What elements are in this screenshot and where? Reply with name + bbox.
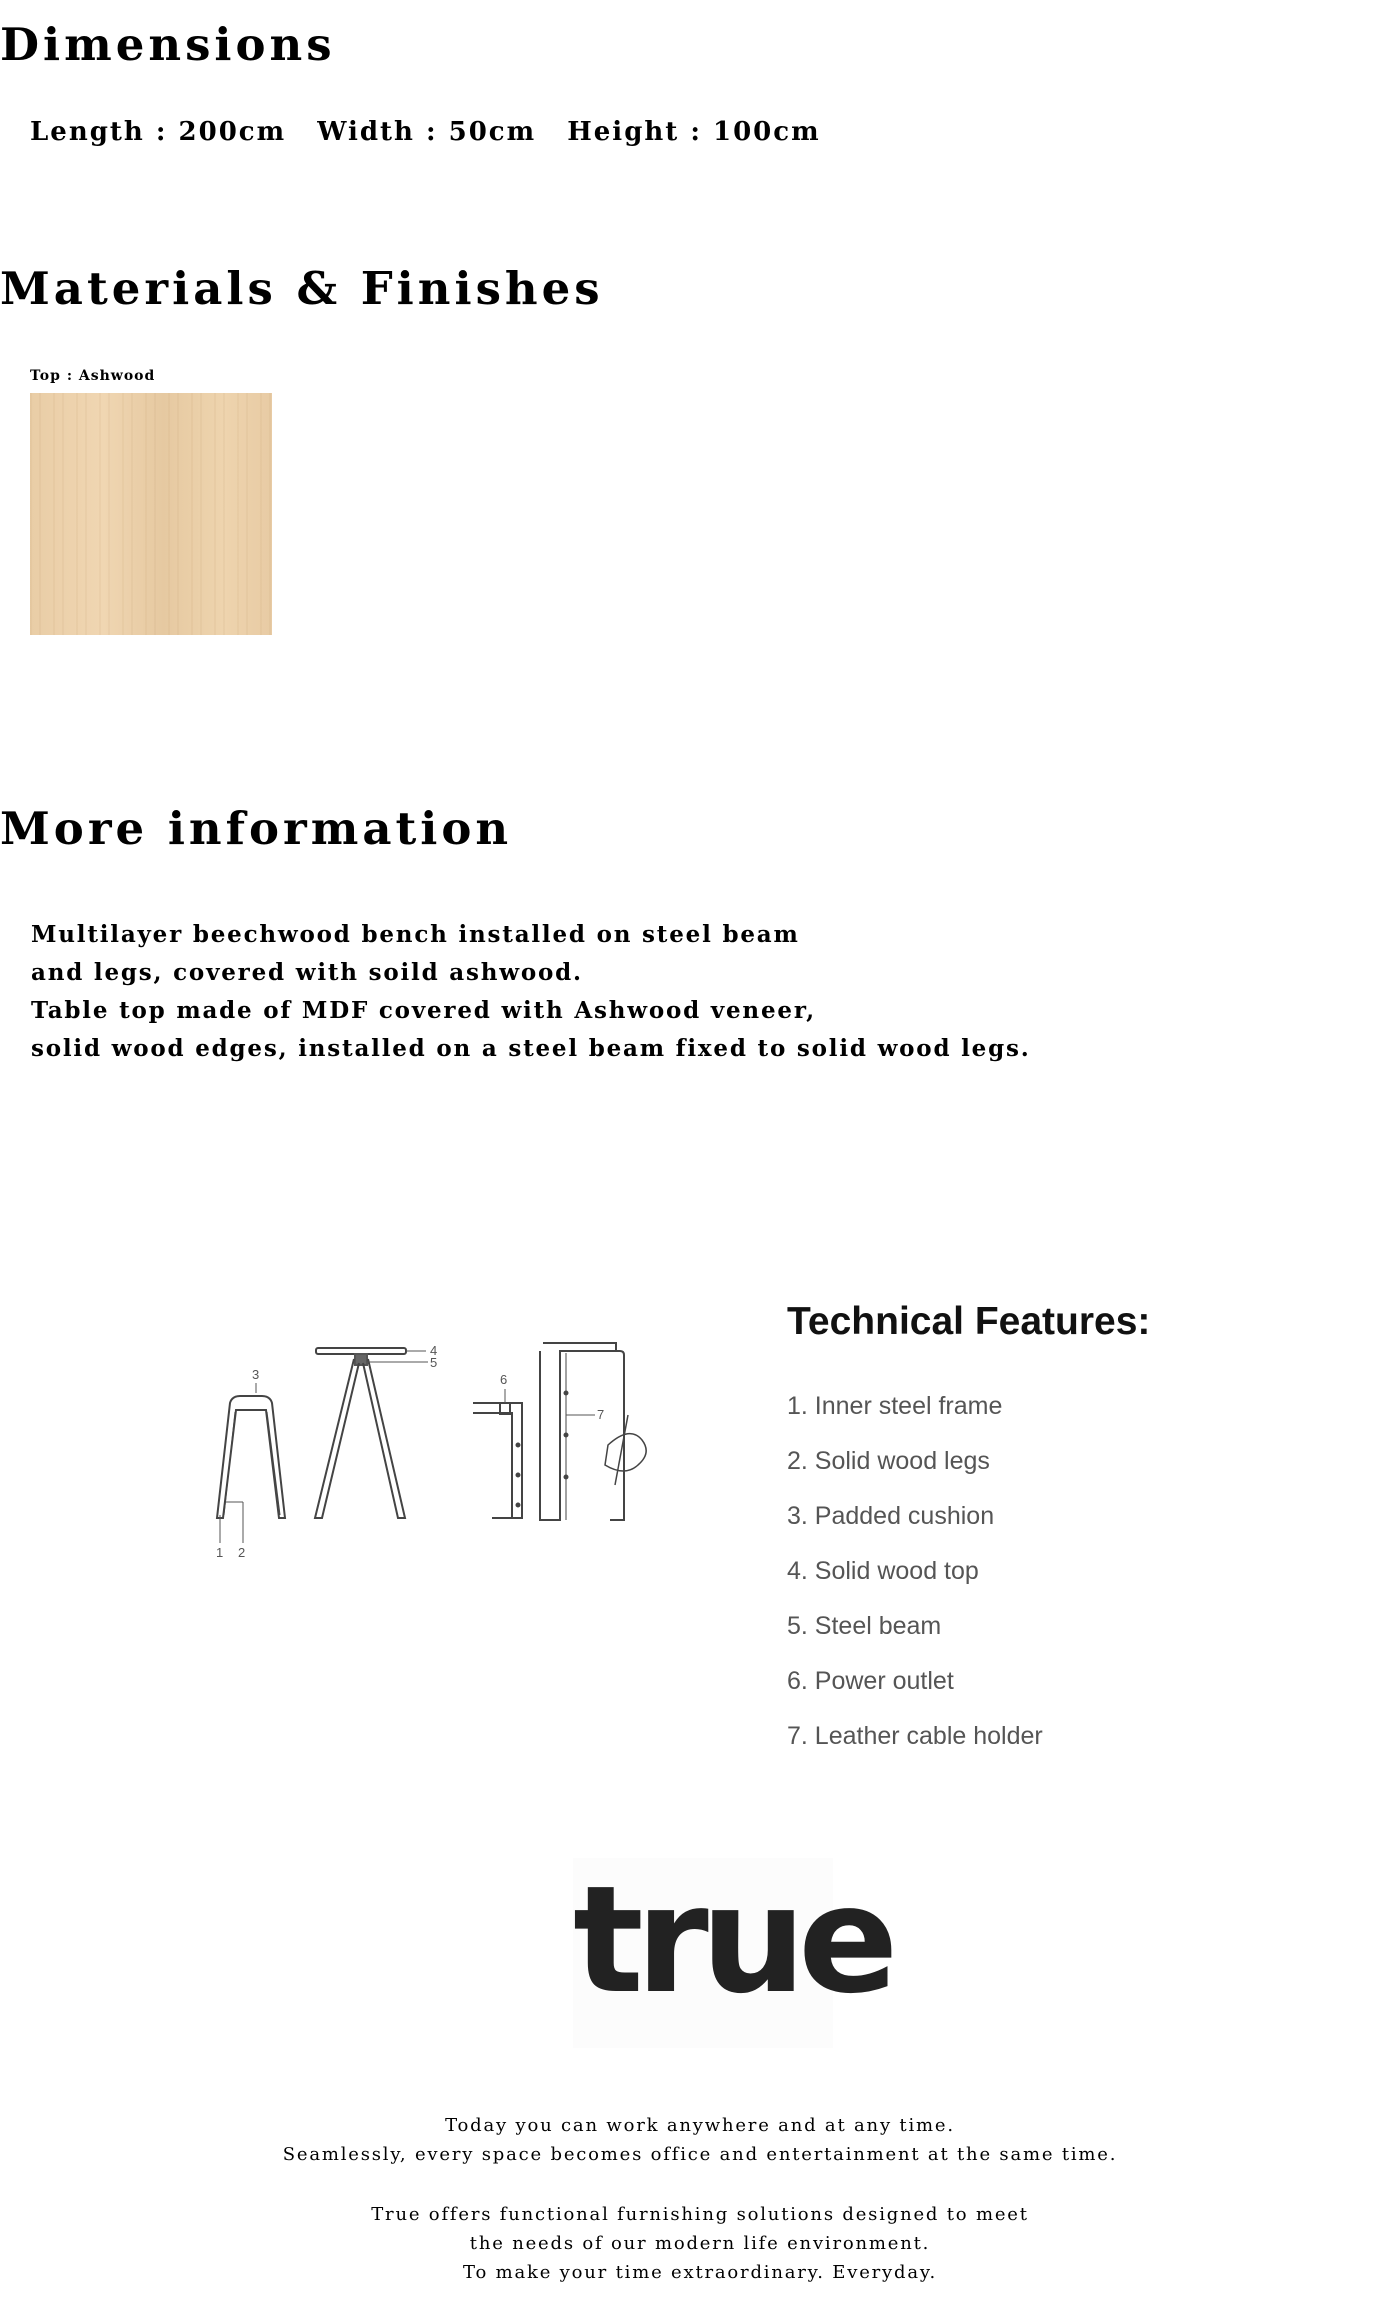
feature-item: 2. Solid wood legs	[787, 1447, 990, 1475]
desk-cable-holder-drawing	[540, 1343, 646, 1520]
feature-item: 1. Inner steel frame	[787, 1392, 1003, 1420]
desk-outlet-drawing	[473, 1403, 522, 1518]
width-value: Width : 50cm	[317, 117, 537, 147]
feature-item: 4. Solid wood top	[787, 1557, 979, 1585]
tagline-line: Seamlessly, every space becomes office and entertainment at the same time.	[282, 2144, 1118, 2165]
swatch-label: Top : Ashwood	[30, 368, 156, 384]
brand-logo	[573, 1854, 891, 2048]
diagram-label-4: 4	[430, 1343, 438, 1358]
bench-section-drawing	[217, 1396, 285, 1518]
length-value: Length : 200cm	[30, 117, 287, 147]
more-info-heading: More information	[0, 802, 513, 855]
diagram-label-7: 7	[597, 1407, 605, 1422]
more-info-line: solid wood edges, installed on a steel beam fixed to solid wood legs.	[31, 1035, 1031, 1062]
tagline-line: Today you can work anywhere and at any time.	[445, 2115, 955, 2136]
diagram-label-2: 2	[238, 1545, 246, 1560]
tagline-line: True offers functional furnishing solutions designed to meet	[371, 2204, 1029, 2225]
more-info-line: and legs, covered with soild ashwood.	[31, 959, 583, 986]
tagline-line: To make your time extraordinary. Everyday.	[463, 2262, 937, 2283]
technical-diagram	[200, 1315, 680, 1575]
feature-item: 3. Padded cushion	[787, 1502, 995, 1530]
diagram-label-5: 5	[430, 1355, 438, 1370]
materials-heading: Materials & Finishes	[0, 262, 604, 315]
tagline-block-1	[0, 2111, 1400, 2169]
ashwood-swatch-image[interactable]	[30, 393, 272, 635]
diagram-label-3: 3	[252, 1367, 260, 1382]
diagram-label-1: 1	[216, 1545, 224, 1560]
technical-features-list	[787, 1391, 1043, 1776]
feature-item: 5. Steel beam	[787, 1612, 942, 1640]
more-info-text	[31, 916, 1031, 1068]
brand-logo-text: true	[573, 1854, 891, 2026]
dimensions-heading: Dimensions	[0, 18, 336, 71]
table-side-drawing	[315, 1348, 406, 1518]
feature-item: 7. Leather cable holder	[787, 1722, 1043, 1750]
more-info-line: Multilayer beechwood bench installed on steel beam	[31, 921, 800, 948]
more-info-line: Table top made of MDF covered with Ashwood veneer,	[31, 997, 816, 1024]
tagline-line: the needs of our modern life environment.	[469, 2233, 931, 2254]
technical-features-heading: Technical Features:	[787, 1300, 1151, 1343]
dimensions-values	[30, 117, 841, 147]
feature-item: 6. Power outlet	[787, 1667, 954, 1695]
diagram-label-6: 6	[500, 1372, 508, 1387]
height-value: Height : 100cm	[567, 117, 821, 147]
tagline-block-2	[0, 2200, 1400, 2287]
